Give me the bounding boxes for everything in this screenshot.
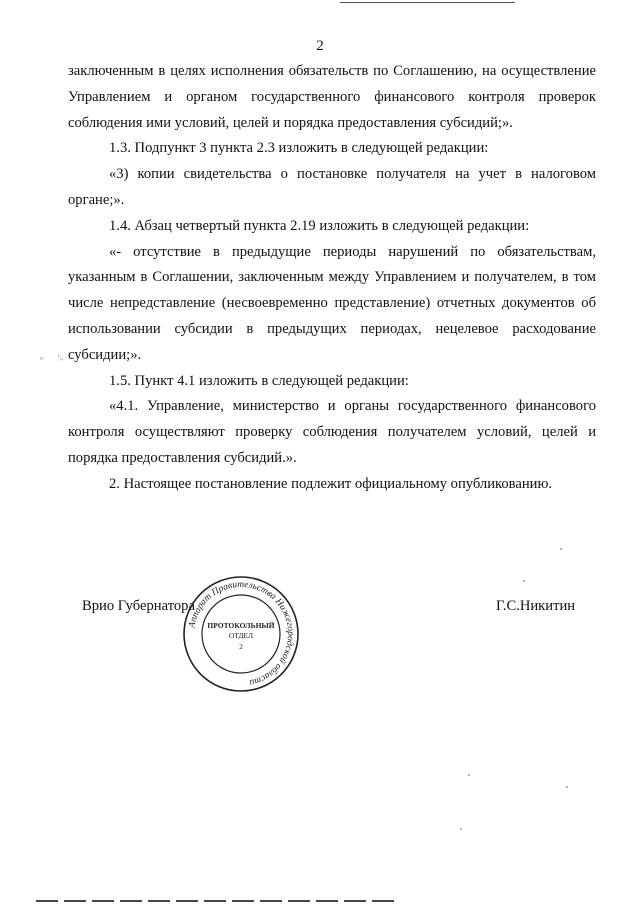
speck (523, 580, 525, 582)
seal-center-line-1: ПРОТОКОЛЬНЫЙ (207, 621, 275, 630)
paragraph-quote-4-1: «4.1. Управление, министерство и органы государственного финансового контроля осуществляют проверку соблюдения получателем условий, целей и порядка предоставления субсидий.». (68, 398, 596, 466)
seal-ring-text: Аппарат Правительства Нижегородской области (187, 579, 296, 688)
seal-center-line-2: ОТДЕЛ (228, 631, 254, 640)
document-body (68, 59, 596, 498)
speck (460, 828, 462, 830)
bottom-edge-rule (36, 900, 396, 902)
paragraph-1-3: 1.3. Подпункт 3 пункта 2.3 изложить в следующей редакции: (109, 140, 489, 157)
margin-mark: ᶜ₀ (58, 352, 63, 361)
speck (468, 774, 470, 776)
paragraph-2-publication: 2. Настоящее постановление подлежит официальному опубликованию. (109, 475, 553, 492)
official-seal (181, 574, 301, 694)
seal-center-number: 2 (239, 642, 243, 651)
margin-mark: ᵢₒ (40, 352, 44, 361)
paragraph-continuation: заключенным в целях исполнения обязательств по Соглашению, на осуществление Управлением и органом государственного финансового контроля проверок соблюдения ими условий, целей и порядка предоставления субсидий;». (68, 63, 596, 131)
speck (560, 548, 562, 550)
signatory-name: Г.С.Никитин (496, 598, 576, 614)
paragraph-quote-3: «3) копии свидетельства о постановке получателя на учет в налоговом органе;». (68, 166, 596, 208)
paragraph-1-4: 1.4. Абзац четвертый пункта 2.19 изложить в следующей редакции: (109, 217, 530, 234)
signatory-position: Врио Губернатора (82, 598, 195, 614)
top-edge-rule (340, 2, 515, 3)
paragraph-1-5: 1.5. Пункт 4.1 изложить в следующей редакции: (109, 372, 409, 389)
paragraph-quote-absence: «- отсутствие в предыдущие периоды нарушений по обязательствам, указанным в Соглашении, заключенным между Управлением и получателем, в том числе непредставление (несвоевременно представление) отчетных документов об использовании субсидии в предыдущих периодах, нецелевое расходование субсидии;». (68, 243, 596, 363)
speck (566, 786, 568, 788)
page-number: 2 (316, 38, 324, 54)
